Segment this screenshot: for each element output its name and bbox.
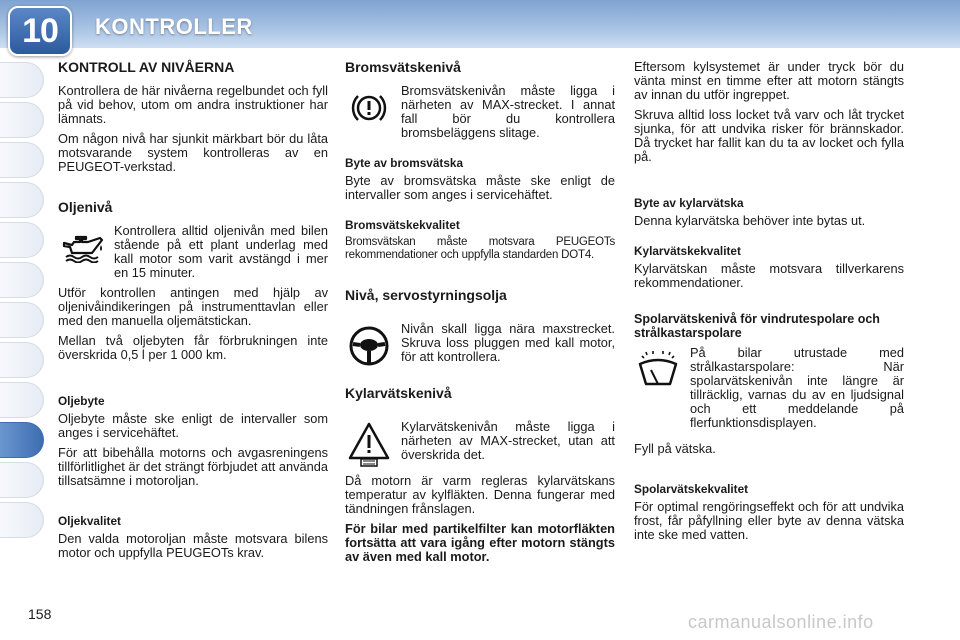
subsection-title-coolant-change: Byte av kylarvätska xyxy=(634,196,744,210)
section-title-brake-fluid: Bromsvätskenivå xyxy=(345,59,461,75)
coolant-quality-paragraph: Kylarvätskan måste motsvara tillverkarens rekommendationer. xyxy=(634,261,904,290)
page-number: 158 xyxy=(28,606,52,622)
side-tab[interactable] xyxy=(0,462,44,498)
oil-quality-paragraph: Den valda motoroljan måste motsvara bilens motor och uppfylla PEUGEOTs krav. xyxy=(58,531,328,560)
brake-fluid-text: Bromsvätskenivån måste ligga i närheten av MAX-strecket. I annat fall bör du kontrollera bromsbeläggens slitage. xyxy=(401,83,615,140)
power-steering-text: Nivån skall ligga nära maxstrecket. Skruva loss pluggen med kall motor, för att kontrollera. xyxy=(401,321,615,364)
coolant-fan-paragraph: Då motorn är varm regleras kylarvätskans temperatur av kylfläkten. Denna fungerar med tändningen frånslagen. xyxy=(345,473,615,516)
subsection-title-washer-quality: Spolarvätskekvalitet xyxy=(634,482,749,496)
steering-wheel-icon xyxy=(345,322,393,370)
section-title-coolant-level: Kylarvätskenivå xyxy=(345,385,452,401)
oil-change-paragraph: Oljebyte måste ske enligt de intervaller som anges i servicehäftet. xyxy=(58,411,328,440)
side-tab-active[interactable] xyxy=(0,422,44,458)
column-2 xyxy=(345,60,615,570)
coolant-warning-icon xyxy=(345,420,393,468)
pressure-wait-paragraph: Eftersom kylsystemet är under tryck bör du vänta minst en timme efter att motorn stängts av innan du utför ingreppet. xyxy=(634,59,904,102)
side-tab[interactable] xyxy=(0,222,44,258)
oil-can-icon xyxy=(58,224,106,272)
particle-filter-paragraph: För bilar med partikelfilter kan motorfläkten fortsätta att vara igång efter motorn stängts av även med kall motor. xyxy=(345,521,615,564)
brake-change-paragraph: Byte av bromsvätska måste ske enligt de intervaller som anges i servicehäftet. xyxy=(345,173,615,202)
coolant-level-text: Kylarvätskenivån måste ligga i närheten av MAX-strecket, utan att överskrida det. xyxy=(401,419,615,462)
intro-paragraph: Kontrollera de här nivåerna regelbundet och fyll på vid behov, utom om andra instruktioner har lämnats. xyxy=(58,83,328,126)
washer-quality-paragraph: För optimal rengöringseffekt och för att undvika frost, får påfyllning eller byte av denna vätska inte ske med vatten. xyxy=(634,499,904,542)
power-steering-block xyxy=(345,322,615,370)
chapter-side-tabs xyxy=(0,62,44,542)
watermark: carmanualsonline.info xyxy=(688,612,874,632)
washer-level-text: På bilar utrustade med strålkastarspolare: När spolarvätskenivån inte längre är tillräcklig, varnas du av en ljudsignal och ett meddelande på flerfunktionsdisplayen. xyxy=(690,345,904,430)
coolant-change-paragraph: Denna kylarvätska behöver inte bytas ut. xyxy=(634,213,866,228)
oil-additive-paragraph: För att bibehålla motorns och avgasreningens tillförlitlighet är det strängt förbjudet att använda tillsatsämne i motoroljan. xyxy=(58,445,328,488)
side-tab[interactable] xyxy=(0,182,44,218)
washer-level-block xyxy=(634,346,904,430)
intro-paragraph-2: Om någon nivå har sjunkit märkbart bör du låta motsvarande system kontrolleras av en PEUGEOT-verkstad. xyxy=(58,131,328,174)
brake-quality-paragraph: Bromsvätskan måste motsvara PEUGEOTs rekommendationer och uppfylla standarden DOT4. xyxy=(345,236,615,261)
oil-level-block xyxy=(58,224,328,280)
washer-refill-paragraph: Fyll på vätska. xyxy=(634,441,716,456)
column-3 xyxy=(634,60,904,548)
subsection-title-oil-change: Oljebyte xyxy=(58,394,105,408)
chapter-number-badge: 10 xyxy=(8,6,72,56)
side-tab[interactable] xyxy=(0,62,44,98)
coolant-level-block xyxy=(345,420,615,468)
side-tab[interactable] xyxy=(0,102,44,138)
oil-check-paragraph: Utför kontrollen antingen med hjälp av oljenivåindikeringen på instrumenttavlan eller med den manuella oljemätstickan. xyxy=(58,285,328,328)
side-tab[interactable] xyxy=(0,142,44,178)
side-tab[interactable] xyxy=(0,382,44,418)
section-title-washer-level: Spolarvätskenivå för vindrutespolare och strålkastarspolare xyxy=(634,312,880,340)
subsection-title-coolant-quality: Kylarvätskekvalitet xyxy=(634,244,741,258)
section-title-power-steering: Nivå, servostyrningsolja xyxy=(345,287,507,303)
subsection-title-brake-quality: Bromsvätskekvalitet xyxy=(345,218,460,232)
windscreen-washer-icon xyxy=(634,346,682,394)
side-tab[interactable] xyxy=(0,262,44,298)
cap-loosen-paragraph: Skruva alltid loss locket två varv och låt trycket sjunka, för att undvika risker för brännskador. Då trycket har fallit kan du ta av locket och fylla på. xyxy=(634,107,904,164)
chapter-title: KONTROLLER xyxy=(95,14,253,39)
side-tab[interactable] xyxy=(0,502,44,538)
oil-consumption-paragraph: Mellan två oljebyten får förbrukningen inte överskrida 0,5 l per 1 000 km. xyxy=(58,333,328,362)
subsection-title-oil-quality: Oljekvalitet xyxy=(58,514,121,528)
column-1 xyxy=(58,60,328,566)
side-tab[interactable] xyxy=(0,302,44,338)
brake-fluid-block xyxy=(345,84,615,140)
subsection-title-brake-change: Byte av bromsvätska xyxy=(345,156,464,170)
side-tab[interactable] xyxy=(0,342,44,378)
section-title-oil-level: Oljenivå xyxy=(58,199,113,215)
brake-warning-icon xyxy=(345,84,393,132)
oil-level-text: Kontrollera alltid oljenivån med bilen stående på ett plant underlag med kall motor som varit avstängd i mer en 15 minuter. xyxy=(114,223,328,280)
section-title-level-check: KONTROLL AV NIVÅERNA xyxy=(58,59,235,75)
